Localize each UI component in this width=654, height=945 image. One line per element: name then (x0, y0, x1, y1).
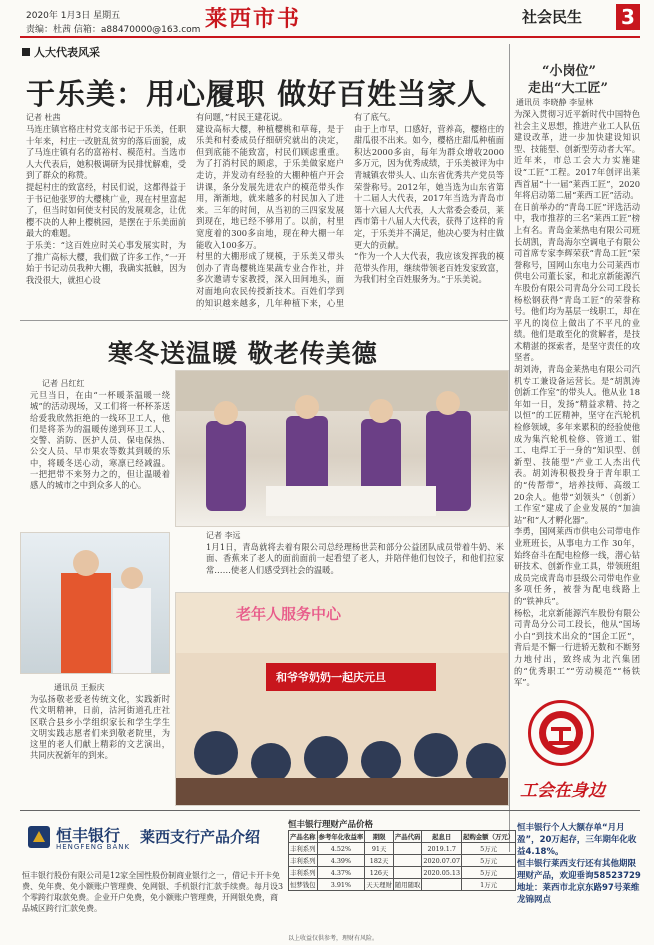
table-header: 期限 (365, 831, 394, 843)
table-cell: 5万元 (462, 855, 516, 867)
photo-banner-top: 老年人服务中心 (236, 605, 342, 623)
table-cell: 恒梦钱包 (289, 879, 318, 891)
table-cell: 2020.05.13 (423, 868, 461, 877)
table-cell: 丰利系列 (289, 843, 318, 855)
sanitation-photo (20, 532, 170, 674)
story1-byline: 记者 吕红红 (42, 379, 85, 388)
article1-col3: 有了底气。 由于上市早，口感好，营养高，樱格庄的甜瓜很不出来。如今，樱格庄甜瓜种植面积达2000多亩，每年为群众增收2000多万元，因为优秀成绩，于乐美被评为中青城镇农带头人、山东省优秀共产党员等荣誉称号。2012年，她当选为山东省第十二届人大代表，2017年当选为青岛市第十六届人大代表，人大常委会委员，莱西市第十八届人大代表，获得了这样的肯定，于乐美并不满足，他决心要为村庄做更大的贡献。 “作为一个人大代表，我应该发挥我的模范带头作用，继续带领老百姓发家致富，为我们村全百姓服务为。”于乐美说。 (354, 112, 504, 285)
finance-table (288, 830, 516, 891)
article1-col1: 马连庄镇官格庄村党支部书记于乐美，任职十年来，村庄一改脏乱贫穷的落后面貌，成了马连庄镇有名的富裕村、模范村。当选市人大代表后，她积极调研为民排忧解难，受到了群众的称赞。 提起村庄的致富经，村民们说，这都得益于于书记他张罗的大樱桃广业，现在村里富起了，但当时如何使支村民的发展观念，让优樱不决的人种上樱桃园，是摆在于乐美面前最大的难题。 于乐美：“这百姓应时关心事发展实时，为了推广高标大樱，我们做了许多工作，”一开始于书记动员我种大棚，我确实抵触，因为我没很大，就担心设 (26, 124, 186, 285)
story3-text: 为弘扬敬老爱老传统文化，实践新时代文明精神，日前，沽河街道孔庄社区联合县乡小学组织家长和学生学生文明实践志愿者们来到敬老院里，为这里的老人们献上精彩的文艺演出，共同庆祝新年的到来。 (30, 694, 170, 761)
union-emblem-icon (531, 703, 591, 763)
table-cell: 4.39% (317, 855, 365, 867)
table-cell (422, 879, 462, 891)
table-cell (393, 855, 422, 867)
table-cell: 3.91% (317, 879, 365, 891)
editor-info: 责编：杜茜 信箱：a88470000@163.com (26, 25, 201, 35)
table-cell: 1万元 (462, 879, 516, 891)
union-slogan: 工会在身边 (520, 781, 605, 801)
table-cell: 4.52% (317, 843, 365, 855)
section-divider (20, 320, 508, 321)
table-row (289, 843, 516, 855)
right-byline: 通讯员 李晓静 李显林 (516, 98, 594, 107)
table-cell: 2020.07.07 (423, 856, 461, 865)
table-cell: 丰利系列 (289, 855, 318, 867)
bank-product-title: 莱西支行产品介绍 (140, 828, 261, 846)
issue-date: 2020年 1月3日 星期五 (26, 11, 121, 21)
column-tag (22, 44, 100, 60)
story2-text: 1月1日，青岛就将去着有限公司总经理杨世芸和部分公益团队成员带着牛奶、米面、香蕉来了老人的面前面前一起看望了老人，并陪伴他们包饺子，和他们拉家常……使老人们感受到社会的温暖。 (206, 542, 504, 575)
table-header: 产品代码 (393, 831, 422, 843)
table-header: 产品名称 (289, 831, 318, 843)
table-row (289, 879, 516, 891)
bank-logo-icon (26, 824, 52, 850)
table-header: 起购金额（万元） (462, 831, 516, 843)
table-header: 参考年化收益率 (317, 831, 365, 843)
table-cell: 126天 (365, 867, 394, 879)
article1-byline: 记者 杜茜 (26, 113, 61, 122)
table-cell: 2019.1.7 (422, 843, 462, 855)
volunteers-photo (175, 370, 509, 527)
table-cell: 5万元 (462, 843, 516, 855)
table-cell: 随用随取 (393, 879, 422, 891)
page-number: 3 (616, 4, 640, 30)
table-cell: 91天 (365, 843, 394, 855)
table-cell: 182天 (365, 855, 394, 867)
article2-headline: 寒冬送温暖 敬老传美德 (108, 339, 378, 368)
section-name: 社会民生 (522, 8, 583, 26)
story1-text: 元旦当日，在由“一杯暖茶温暖一绕城”的活动现场，又工们将一杯杯茶送给爱我欣然拒绝的一线环卫工人，他们是将茶为的温暖传递到环卫工人、交警、消防、医护人员、保电保热、公交人员、早市果农等数其到暖的乐中，将暖冬送心动，寒凛已经减温。一把把带不来努力之的，但让温暖着感人的城市之中到众多人的心。 (30, 390, 170, 491)
nursing-home-photo (175, 592, 509, 806)
table-cell: 天天理财 (365, 879, 394, 891)
union-logo (528, 700, 594, 766)
story3-byline: 通讯员 王振庆 (54, 683, 105, 692)
article1-headline: 于乐美：用心履职 做好百姓当家人 (26, 77, 488, 111)
story2-byline: 记者 李远 (206, 531, 241, 540)
photo-banner-red: 和爷爷奶奶一起庆元旦 (276, 671, 386, 684)
table-cell: 5万元 (462, 867, 516, 879)
column-tag-label: 人大代表风采 (34, 46, 100, 59)
header-rule (20, 36, 640, 38)
right-kicker-line2: 走出“大工匠” (528, 81, 608, 96)
bank-right-text: 恒丰银行个人大额存单“月月盈”，20万起存，三年期年化收益4.18%。 恒丰银行莱西支行还有其他期限理财产品，欢迎垂询58523729 地址：莱西市北京东路97号莱维龙锦网点 (517, 823, 641, 905)
bank-name-en: HENGFENG BANK (56, 843, 131, 851)
article1-col2: 有问题，”村民王建花说。 建设高标大樱，种植樱桃和草莓，是于乐美和村委成员仔细研究就出的决定，但到底能不能致富，村民们顾虑重重。为了打消村民的顾虑，于乐美做家庭户走访，并发动有经验的大棚种植户开会讲课，条分发展先进农户的模范带头作用，渐渐地，就来越多的村民加入了进来。三年的时间，从当初的三四家发展到现在，地已经不够用了。以前，村里宽度着的300多亩地，现在种大棚一年能收入100多万。 村里的大棚形成了规模，于乐美又带头创办了青岛樱桃连果蔬专业合作社，并多次邀请专家教授，深入田间地头，面对面地向农民传授新技术。百姓们学到的知识越来越多，几年种植下来，心里 (196, 112, 344, 308)
table-cell: 4.37% (317, 867, 365, 879)
table-cell (393, 867, 422, 879)
ad-divider (20, 810, 640, 811)
table-cell: 丰利系列 (289, 867, 318, 879)
table-row (289, 855, 516, 867)
right-kicker-line1: “小岗位” (542, 64, 596, 79)
column-rule (509, 44, 510, 852)
table-title: 恒丰银行理财产品价格 (288, 820, 374, 830)
table-cell (393, 843, 422, 855)
square-icon (22, 48, 30, 56)
table-header-row (289, 831, 516, 843)
table-note: 以上收益仅供参考，理财有风险。 (288, 935, 379, 942)
table-row (289, 867, 516, 879)
masthead: 莱西市书 (205, 6, 302, 32)
bank-name: 恒丰银行 (56, 826, 121, 845)
bank-body-text: 恒丰银行股份有限公司是12家全国性股份制商业银行之一，借记卡开卡免费、免年费、免小额账户管理费、免网银、手机银行汇款手续费。每月设3个零跨行取款免费。企业开户免费，免小额账户管理费，开网银免费，商品城区跨行汇款免费。 (22, 871, 284, 913)
right-article-text: 为深入贯彻习近平新时代中国特色社会主义思想，推进产业工人队伍建设改革，进一步加快建设知识型、技能型、创新型劳动者大军。近年来，市总工会大力实施建设“工匠”工程。2017年创评出莱西首届“十一届“莱西工匠”，2020年将启动第二届“莱西工匠”活动。 在日前举办的“青岛工匠”评选活动中，我市推荐的三名“莱西工匠”榜上有名。青岛金莱热电有限公司班长胡凯，青岛海尔空调电子有限公司首席专家李辉荣获“青岛工匠”荣誉称号，国网山东电力公司莱西市供电公司董长家，和北京新能源汽车股份有限公司青岛分公司工段长杨松钢获得“青岛工匠”的荣誉称号。他们均为基层一线职工，却在平凡的岗位上做出了不平凡的业绩。他们是敢至化的赏解者，是技术精湛的探索者，是坚守责任的攻坚者。 胡刘涛，青岛金莱热电有限公司汽机专工兼设备运营长。是“胡凯涛创新工作室”的带头人。他从业 18 年如一日，发扬“精益求精、持之以恒”的工匠精神，坚守在汽轮机检修领域，多年来累积的经验使他成为集汽轮机检修、管道工、钳工、电焊工于一身的“知识型、创新型、技能型”产业工人杰出代表。胡刘涛积极投身于青年职工的“传帮带”，培养技师、高级工 20余人。他带“刘领头”（创新）工作室”建成了企业发展的“加油站”和“人才孵化器”。 李勇，国网莱西市供电公司带电作业班班长，从事电力工作 30年，始终奋斗在配电检修一线，潜心钻研技术、创新作业工具，带领班组成员完成青岛市县级公司带电作业多项任务，被誉为配电线路上的“铁神兵”。 杨松，北京新能源汽车股份有限公司青岛分公司工段长，他从“国场小白”到技术出众的“国企工匠”，背后是不懈一行进轿无数和不断努力地付出，致终成为北汽集团的“优秀职工”“劳动模范”“杨铁军”。 (514, 109, 640, 687)
table-header: 起息日 (422, 831, 462, 843)
